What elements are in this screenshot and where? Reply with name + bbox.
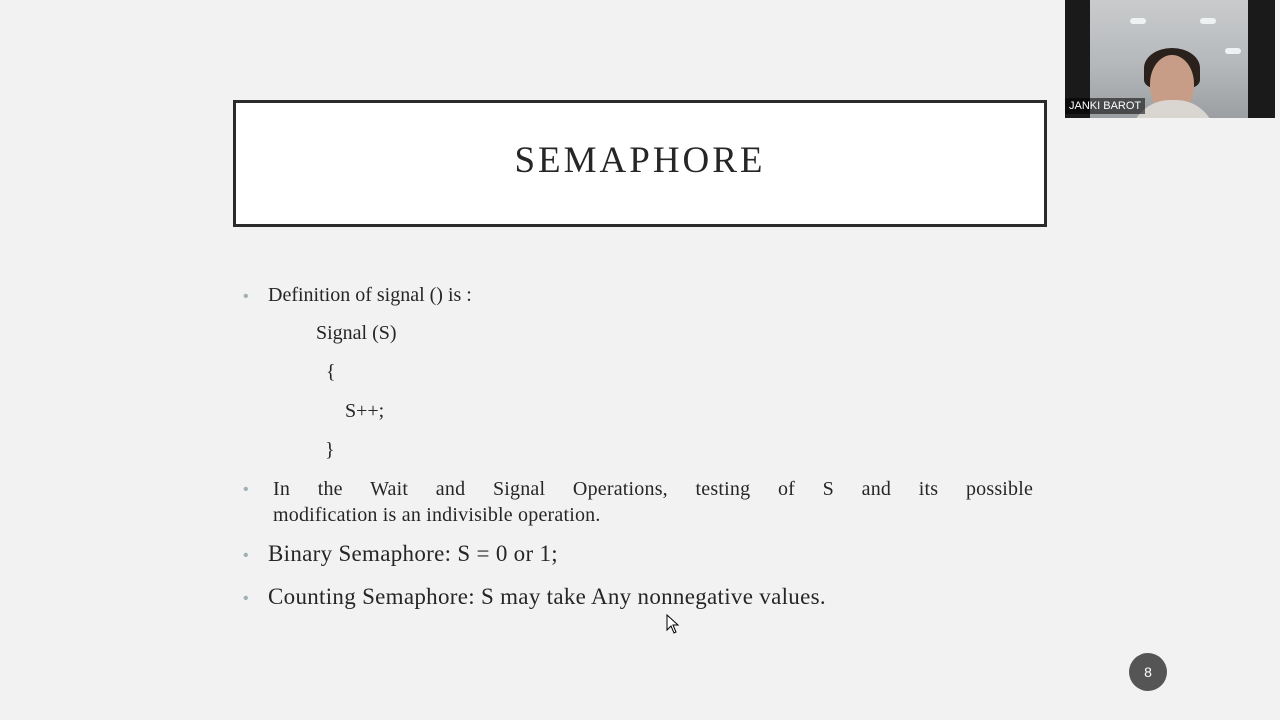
bullet-indivisible <box>273 476 1033 528</box>
ceiling-light <box>1200 18 1216 24</box>
bullet-marker: • <box>243 590 249 607</box>
bullet-marker: • <box>243 547 249 564</box>
page-number-badge <box>1129 653 1167 691</box>
bullet-definition: Definition of signal () is : <box>268 284 472 306</box>
bullet-binary-semaphore: Binary Semaphore: S = 0 or 1; <box>268 541 558 566</box>
participant-name-tag: JANKI BAROT <box>1065 98 1145 114</box>
bullet-counting-semaphore: Counting Semaphore: S may take Any nonnegative values. <box>268 584 826 609</box>
code-line-signal: Signal (S) <box>316 322 397 344</box>
bullet-marker: • <box>243 288 249 305</box>
ceiling-light <box>1225 48 1241 54</box>
slide-title: SEMAPHORE <box>514 140 766 181</box>
ceiling-light <box>1130 18 1146 24</box>
code-line-open-brace: { <box>326 361 336 383</box>
bullet-marker: • <box>243 481 249 498</box>
page-number: 8 <box>1144 664 1152 680</box>
mouse-pointer-icon <box>666 614 680 634</box>
bullet-indivisible-line2: modification is an indivisible operation. <box>273 504 601 526</box>
code-line-increment: S++; <box>345 400 385 422</box>
title-box <box>233 100 1047 227</box>
bullet-indivisible-line1: In the Wait and Signal Operations, testing of S and its possible <box>273 478 1034 500</box>
code-line-close-brace: } <box>325 439 335 461</box>
